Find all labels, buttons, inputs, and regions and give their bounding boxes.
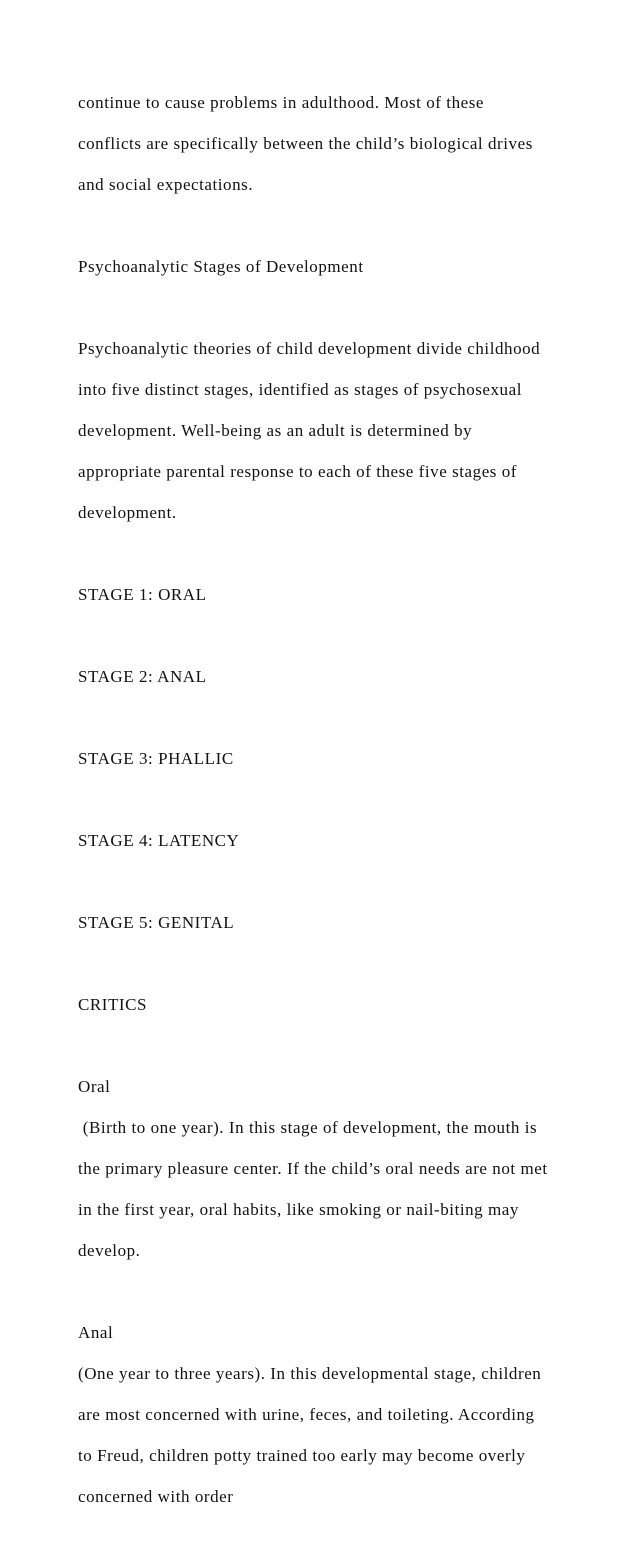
stage-2-label xyxy=(78,646,598,708)
text-line: in the first year, oral habits, like smoking or nail-biting may xyxy=(78,1199,519,1219)
text-line: (Birth to one year). In this stage of development, the mouth is xyxy=(78,1117,538,1137)
critics-text: CRITICS xyxy=(78,994,148,1014)
text-line: into five distinct stages, identified as stages of psychosexual xyxy=(78,379,522,399)
stage-1-label xyxy=(78,564,598,626)
text-line: and social expectations. xyxy=(78,174,254,194)
section-heading xyxy=(78,236,598,298)
text-line: development. Well-being as an adult is determined by xyxy=(78,420,473,440)
heading-text: Psychoanalytic Stages of Development xyxy=(78,256,364,276)
text-line: development. xyxy=(78,502,177,522)
critics-label xyxy=(78,974,598,1036)
anal-title: Anal xyxy=(78,1322,114,1342)
document-page xyxy=(78,72,598,1548)
stage-text: STAGE 1: ORAL xyxy=(78,584,207,604)
text-line: conflicts are specifically between the child’s biological drives xyxy=(78,133,533,153)
text-line: Psychoanalytic theories of child development divide childhood xyxy=(78,338,541,358)
stage-3-label xyxy=(78,728,598,790)
stage-text: STAGE 4: LATENCY xyxy=(78,830,240,850)
text-line: are most concerned with urine, feces, and toileting. According xyxy=(78,1404,535,1424)
text-line: to Freud, children potty trained too early may become overly xyxy=(78,1445,526,1465)
oral-title: Oral xyxy=(78,1076,111,1096)
anal-paragraph xyxy=(78,1302,598,1528)
intro-continuation-paragraph xyxy=(78,72,598,216)
text-line: concerned with order xyxy=(78,1486,234,1506)
text-line: the primary pleasure center. If the child’s oral needs are not met xyxy=(78,1158,548,1178)
stage-text: STAGE 2: ANAL xyxy=(78,666,207,686)
text-line: continue to cause problems in adulthood. Most of these xyxy=(78,92,484,112)
text-line: (One year to three years). In this developmental stage, children xyxy=(78,1363,542,1383)
stage-text: STAGE 3: PHALLIC xyxy=(78,748,234,768)
stage-5-label xyxy=(78,892,598,954)
stage-text: STAGE 5: GENITAL xyxy=(78,912,235,932)
overview-paragraph xyxy=(78,318,598,544)
text-line: appropriate parental response to each of these five stages of xyxy=(78,461,518,481)
oral-paragraph xyxy=(78,1056,598,1282)
stage-4-label xyxy=(78,810,598,872)
text-line: develop. xyxy=(78,1240,141,1260)
